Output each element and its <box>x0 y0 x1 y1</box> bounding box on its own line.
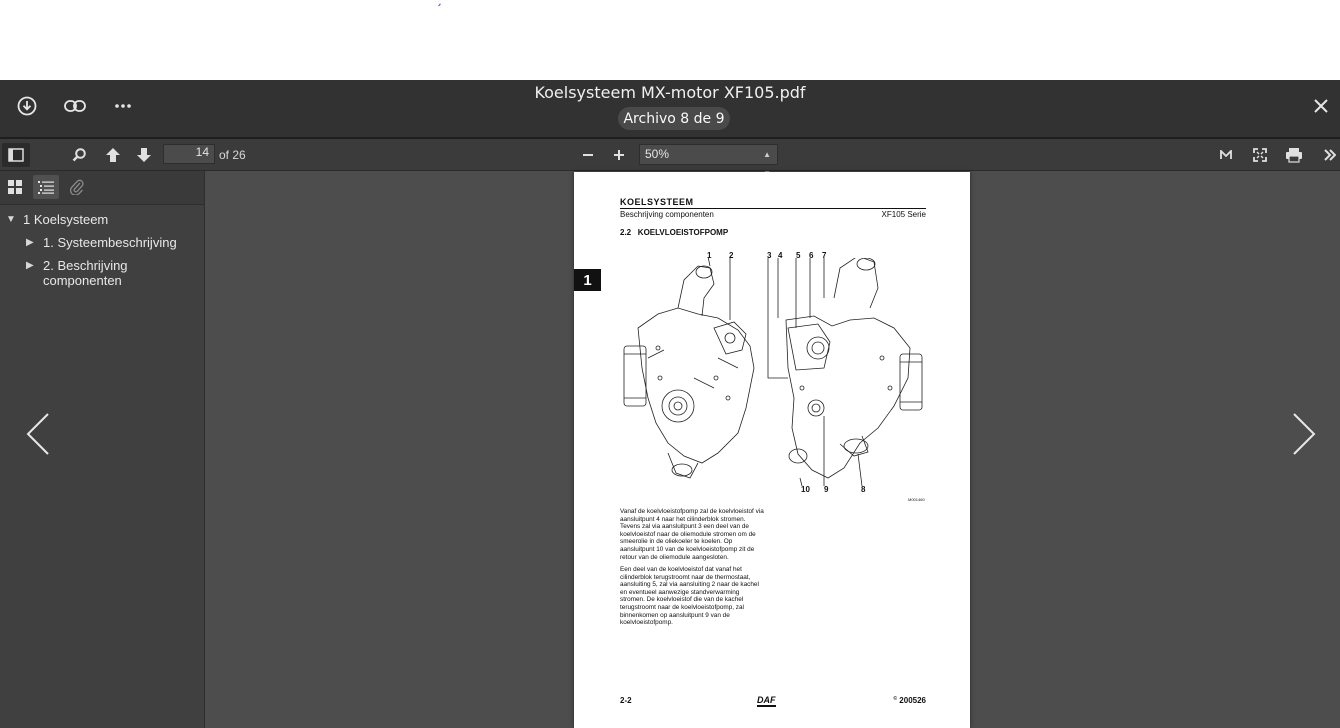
grid-icon <box>8 180 22 194</box>
find-button[interactable] <box>66 143 92 167</box>
pdf-viewer <box>0 80 1340 728</box>
search-icon <box>71 147 87 163</box>
sidebar-toggle-icon <box>8 148 24 162</box>
header-rule <box>620 208 926 209</box>
file-counter-badge: Archivo 8 de 9 <box>618 107 730 130</box>
viewer-header <box>0 80 1340 137</box>
more-icon <box>114 103 132 109</box>
page-count-label: of 26 <box>219 148 246 162</box>
zoom-value: 50% <box>645 147 670 161</box>
doc-header-sub: Beschrijving componenten <box>620 210 714 219</box>
fullscreen-button[interactable] <box>1247 143 1273 167</box>
callout-2: 2 <box>729 251 734 260</box>
cursor-mark: ʼ <box>433 0 443 16</box>
collapsed-triangle-icon: ▶ <box>26 260 34 271</box>
plus-icon <box>613 149 625 161</box>
callout-7: 7 <box>822 251 827 260</box>
tab-outline[interactable] <box>33 175 59 199</box>
tools-button[interactable] <box>1320 143 1340 167</box>
toggle-sidebar-button[interactable] <box>2 143 30 167</box>
callout-10: 10 <box>801 485 810 494</box>
page-number-input[interactable]: 14 <box>163 144 215 164</box>
previous-page-button[interactable] <box>100 143 126 167</box>
select-arrows-icon: ▲ <box>763 150 771 159</box>
doc-series: XF105 Serie <box>881 210 926 219</box>
pdf-page <box>574 172 970 728</box>
outline-item-systeembeschrijving[interactable] <box>26 235 177 250</box>
callout-4: 4 <box>778 251 783 260</box>
chevron-left-icon <box>18 410 58 458</box>
chevron-right-icon <box>1284 410 1324 458</box>
daf-logo: DAF <box>757 695 776 705</box>
doc-paragraph-1: Vanaf de koelvloeistofpomp zal de koelvloeistof via aansluitpunt 4 naar het cilinderblok stromen. Tevens zal via aansluitpunt 3 een deel van de koelvloeistof naar de oliemodule stromen om de smeerolie in de oliekoeler te koelen. Op aansluitpunt 10 van de koelvloeistofpomp zit de retour van de oliemodule aangesloten. <box>620 508 764 561</box>
outline-item-label: 1. Systeembeschrijving <box>43 235 177 250</box>
outline-item-label: 1 Koelsysteem <box>23 212 109 227</box>
callout-9: 9 <box>824 485 829 494</box>
sidebar-tabs <box>0 171 204 205</box>
doc-section-title: 2.2 KOELVLOEISTOFPOMP <box>620 228 729 237</box>
zoom-out-button[interactable] <box>575 143 601 167</box>
list-icon <box>38 180 54 194</box>
zoom-in-button[interactable] <box>606 143 632 167</box>
outline-item-beschrijving-componenten[interactable] <box>26 258 176 288</box>
tab-attachments[interactable] <box>64 175 90 199</box>
next-page-button[interactable] <box>131 143 157 167</box>
collapsed-triangle-icon: ▶ <box>26 237 34 248</box>
doc-header-title: KOELSYSTEEM <box>620 197 694 207</box>
water-pump-illustration <box>618 258 928 488</box>
doc-paragraph-2: Een deel van de koelvloeistof dat vanaf het cilinderblok terugstroomt naar de thermostaat, aansluiting 5, zal via aansluiting 2 naar de kachel en eventueel aanwezige standverwarming stromen. De koelvloeistof die van de kachel terugstroomt naar de koelvloeistofpomp, zal binnenkomen op aansluitpunt 9 van de koelvloeistofpomp. <box>620 566 759 627</box>
presentation-icon <box>1220 150 1232 160</box>
expanded-triangle-icon: ▼ <box>6 214 16 225</box>
outline-item-koelsysteem[interactable] <box>6 212 108 227</box>
arrow-up-icon <box>105 147 121 163</box>
callout-8: 8 <box>861 485 866 494</box>
paperclip-icon <box>70 179 84 195</box>
close-button[interactable] <box>1308 94 1334 118</box>
copyright-mark: © <box>893 696 898 702</box>
print-icon <box>1285 147 1303 163</box>
doc-page-number: 2-2 <box>620 696 632 705</box>
arrow-down-icon <box>136 147 152 163</box>
presentation-mode-button[interactable] <box>1213 143 1239 167</box>
outline-item-label: 2. Beschrijving componenten <box>43 258 128 288</box>
callout-6: 6 <box>809 251 814 260</box>
callout-5: 5 <box>796 251 801 260</box>
minus-icon <box>582 149 594 161</box>
print-button[interactable] <box>1281 143 1307 167</box>
chapter-tab: 1 <box>574 269 601 291</box>
fullscreen-icon <box>1253 148 1267 162</box>
zoom-select[interactable] <box>639 144 778 165</box>
double-chevron-right-icon <box>1324 149 1336 161</box>
doc-code <box>893 696 926 705</box>
figure-code: M001460 <box>908 497 925 502</box>
next-file-button[interactable] <box>1284 410 1324 458</box>
tab-thumbnails[interactable] <box>2 175 28 199</box>
file-title: Koelsysteem MX-motor XF105.pdf <box>534 83 806 102</box>
callout-3: 3 <box>767 251 772 260</box>
close-icon <box>1313 98 1329 114</box>
browser-background <box>0 0 1340 80</box>
previous-file-button[interactable] <box>18 410 58 458</box>
doc-code-number: 200526 <box>899 696 926 705</box>
callout-1: 1 <box>707 251 712 260</box>
pdf-toolbar <box>0 137 1340 171</box>
